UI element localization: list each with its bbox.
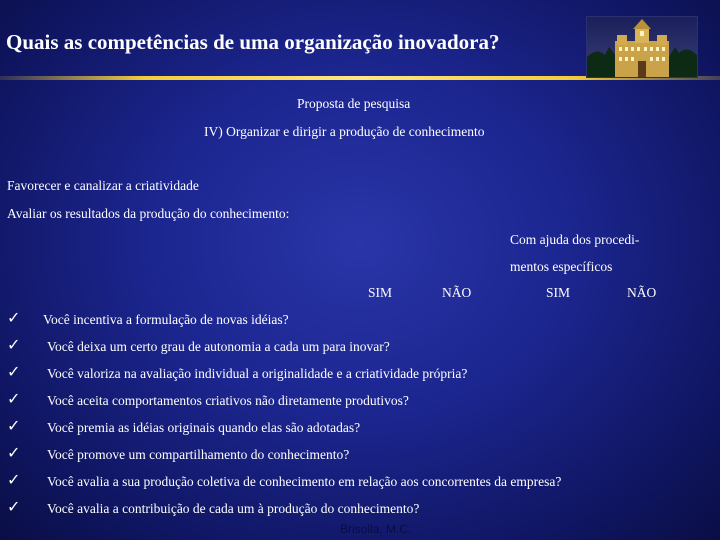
answer-label-nao: NÃO: [627, 285, 657, 300]
section-heading: IV) Organizar e dirigir a produção de conhecimento: [204, 124, 485, 139]
answer-label-sim: SIM: [368, 285, 393, 300]
checkmark-icon: ✓: [7, 391, 21, 408]
footer-credit: Brisolla, M.C.: [340, 522, 412, 536]
checkmark-icon: ✓: [7, 445, 21, 462]
checkmark-icon: ✓: [7, 310, 21, 327]
subtitle: Proposta de pesquisa: [297, 96, 411, 111]
intro-line: Favorecer e canalizar a criatividade: [7, 178, 199, 193]
intro-line: Avaliar os resultados da produção do conhecimento:: [7, 206, 290, 221]
question-item: Você premia as idéias originais quando elas são adotadas?: [47, 420, 361, 435]
question-item: Você avalia a contribuição de cada um à produção do conhecimento?: [47, 501, 420, 516]
checkmark-icon: ✓: [7, 418, 21, 435]
question-item: Você promove um compartilhamento do conhecimento?: [47, 447, 350, 462]
answer-label-sim: SIM: [546, 285, 571, 300]
help-header-line: mentos específicos: [510, 259, 613, 274]
question-item: Você incentiva a formulação de novas idéias?: [43, 312, 289, 327]
building-logo: [586, 16, 698, 78]
slide-title: Quais as competências de uma organização inovadora?: [6, 30, 500, 54]
question-item: Você deixa um certo grau de autonomia a cada um para inovar?: [47, 339, 390, 354]
checkmark-icon: ✓: [7, 364, 21, 381]
answer-label-nao: NÃO: [442, 285, 472, 300]
checkmark-icon: ✓: [7, 337, 21, 354]
checkmark-icon: ✓: [7, 472, 21, 489]
question-item: Você valoriza na avaliação individual a originalidade e a criatividade própria?: [47, 366, 468, 381]
checkmark-icon: ✓: [7, 499, 21, 516]
help-header-line: Com ajuda dos procedi-: [510, 232, 640, 247]
question-item: Você aceita comportamentos criativos não diretamente produtivos?: [47, 393, 409, 408]
question-item: Você avalia a sua produção coletiva de conhecimento em relação aos concorrentes da empresa?: [47, 474, 562, 489]
